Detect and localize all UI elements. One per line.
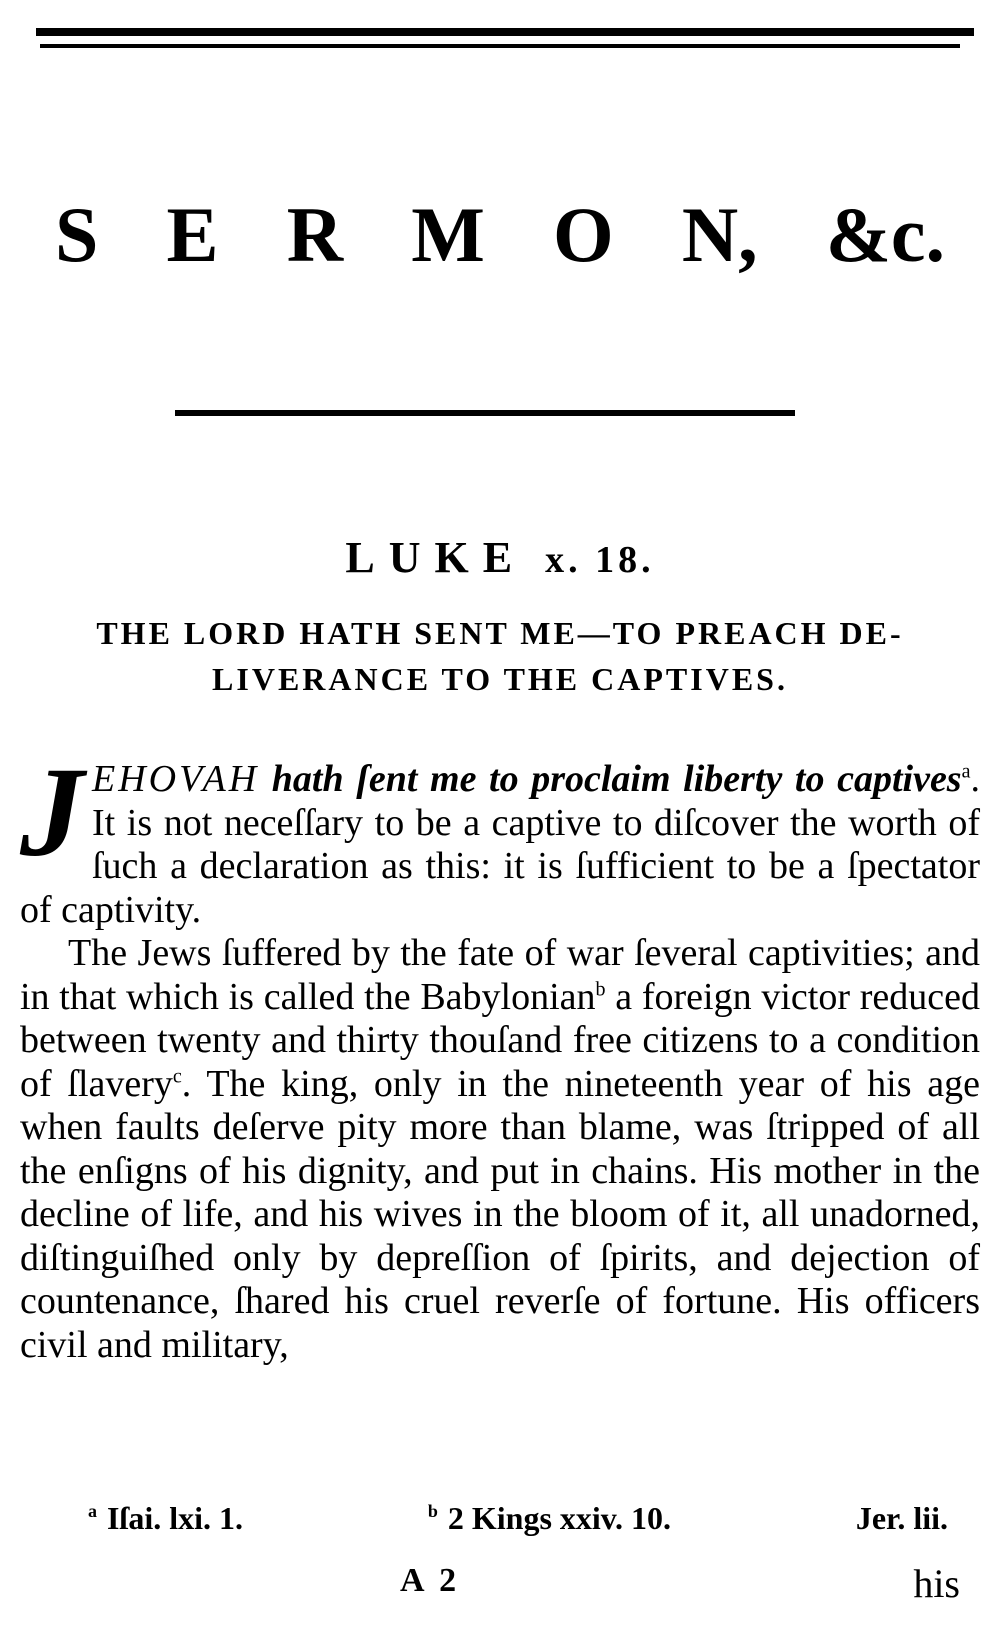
footnote xyxy=(428,1500,671,1537)
paragraph-2-text-3: . The king, only in the nineteenth year of his age when faults deſerve pity more than blame, was ſtripped of all the enſigns of his dignity, and put in chains. His mother in the decline of life, and his wives in the bloom of it, all unadorned, diſtinguiſhed only by depreſſion of ſpirits, and dejection of countenance, ſhared his cruel reverſe of fortune. His officers civil and military, xyxy=(20,1062,980,1366)
paragraph-2-text-1: The Jews ſuffered by the fate of war ſeveral captivities; and in that which is called the Babylonian xyxy=(20,932,980,1018)
title-suffix: &c. xyxy=(825,191,945,278)
footnote-text: Jer. lii. xyxy=(855,1500,948,1536)
lead-caps: EHOVAH xyxy=(92,758,260,800)
footnotes xyxy=(88,1500,948,1537)
scripture-reference xyxy=(0,532,1000,583)
top-rule-thin xyxy=(40,44,960,48)
lead-italic: hath ſent me to proclaim liberty to captives xyxy=(259,758,962,800)
paragraph-2-text-2: a foreign victor reduced between twenty and thirty thouſand free citizens to a condition of ſlavery xyxy=(20,975,980,1105)
paragraph-1-text: . It is not neceſſary to be a captive to diſcover the worth of ſuch a declaration as this: it is ſufficient to be a ſpectator of captivity. xyxy=(20,758,980,931)
title-letter: S xyxy=(55,191,99,278)
title-letter: N, xyxy=(681,191,758,278)
body-text xyxy=(20,741,980,1367)
footnote-text: Iſai. lxi. 1. xyxy=(107,1500,244,1536)
footnote xyxy=(88,1500,243,1537)
paragraph-2 xyxy=(20,932,980,1367)
footnote xyxy=(856,1500,948,1537)
catchword: his xyxy=(913,1561,960,1606)
paragraph-1 xyxy=(20,741,980,932)
scripture-book: LUKE xyxy=(345,533,527,582)
title-letter: R xyxy=(286,191,344,278)
title-letter: M xyxy=(411,191,485,278)
top-rule-thick xyxy=(36,28,974,36)
title-letter: E xyxy=(166,191,219,278)
footnote-ref-b: b xyxy=(595,977,606,1000)
footnote-mark: a xyxy=(88,1501,97,1522)
title-letter: O xyxy=(553,191,614,278)
drop-cap: J xyxy=(20,741,84,883)
page-title xyxy=(55,175,945,295)
footnote-ref-c: c xyxy=(172,1064,182,1087)
footnote-mark: b xyxy=(427,1501,438,1522)
scripture-quote: THE LORD HATH SENT ME—TO PREACH DE- LIVERANCE TO THE CAPTIVES. xyxy=(96,615,904,697)
section-rule xyxy=(175,410,795,416)
footnote-ref-a: a xyxy=(961,760,971,783)
signature-mark: A 2 xyxy=(400,1562,461,1599)
footnote-text: 2 Kings xxiv. 10. xyxy=(447,1500,672,1536)
scripture-chapter: x. 18. xyxy=(545,539,655,581)
